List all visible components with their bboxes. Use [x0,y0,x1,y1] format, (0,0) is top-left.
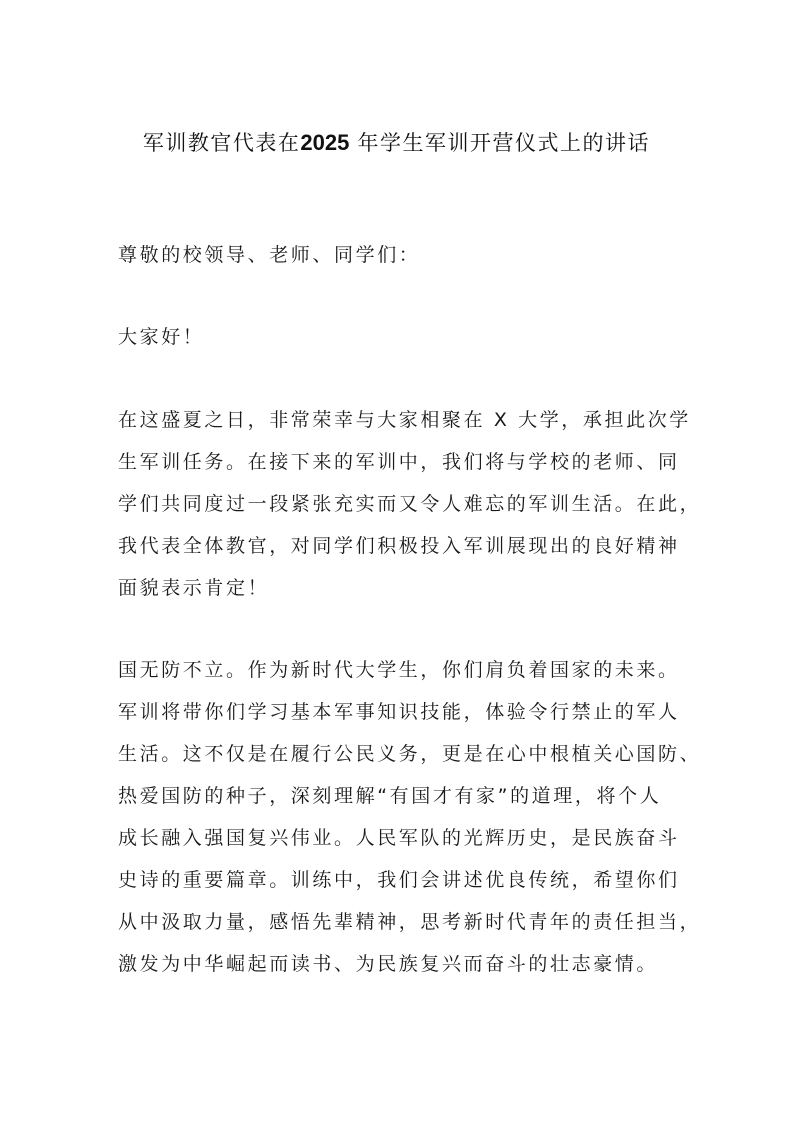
paragraph-line: 激发为中华崛起而读书、为民族复兴而奋斗的壮志豪情。 [118,953,659,975]
paragraph-line: 热爱国防的种子，深刻理解“有国才有家”的道理，将个人 [118,785,662,807]
paragraph-line: 在这盛夏之日，非常荣幸与大家相聚在 X 大学，承担此次学 [118,409,691,431]
title-year: 2025 [300,130,350,155]
paragraph-line: 国无防不立。作为新时代大学生，你们肩负着国家的未来。 [118,659,680,681]
paragraph-line: 军训将带你们学习基本军事知识技能，体验令行禁止的军人 [118,701,680,723]
title-prefix: 军训教官代表在 [142,131,301,155]
paragraph-line: 成长融入强国复兴伟业。人民军队的光辉历史，是民族奋斗 [118,827,680,849]
paragraph-line: 生活。这不仅是在履行公民义务，更是在心中根植关心国防、 [118,743,702,765]
title-suffix: 年学生军训开营仪式上的讲话 [349,131,651,155]
salutation: 尊敬的校领导、老师、同学们： [118,244,421,266]
paragraph-line: 我代表全体教官，对同学们积极投入军训展现出的良好精神 [118,535,680,557]
paragraph-line: 史诗的重要篇章。训练中，我们会讲述优良传统，希望你们 [118,869,680,891]
paragraph-line: 生军训任务。在接下来的军训中，我们将与学校的老师、同 [118,451,680,473]
paragraph-line: 从中汲取力量，感悟先辈精神，思考新时代青年的责任担当， [118,911,702,933]
paragraph-line: 学们共同度过一段紧张充实而又令人难忘的军训生活。在此， [118,493,702,515]
document-title [0,128,793,158]
paragraph-line: 面貌表示肯定！ [118,577,270,599]
greeting: 大家好！ [118,326,205,348]
